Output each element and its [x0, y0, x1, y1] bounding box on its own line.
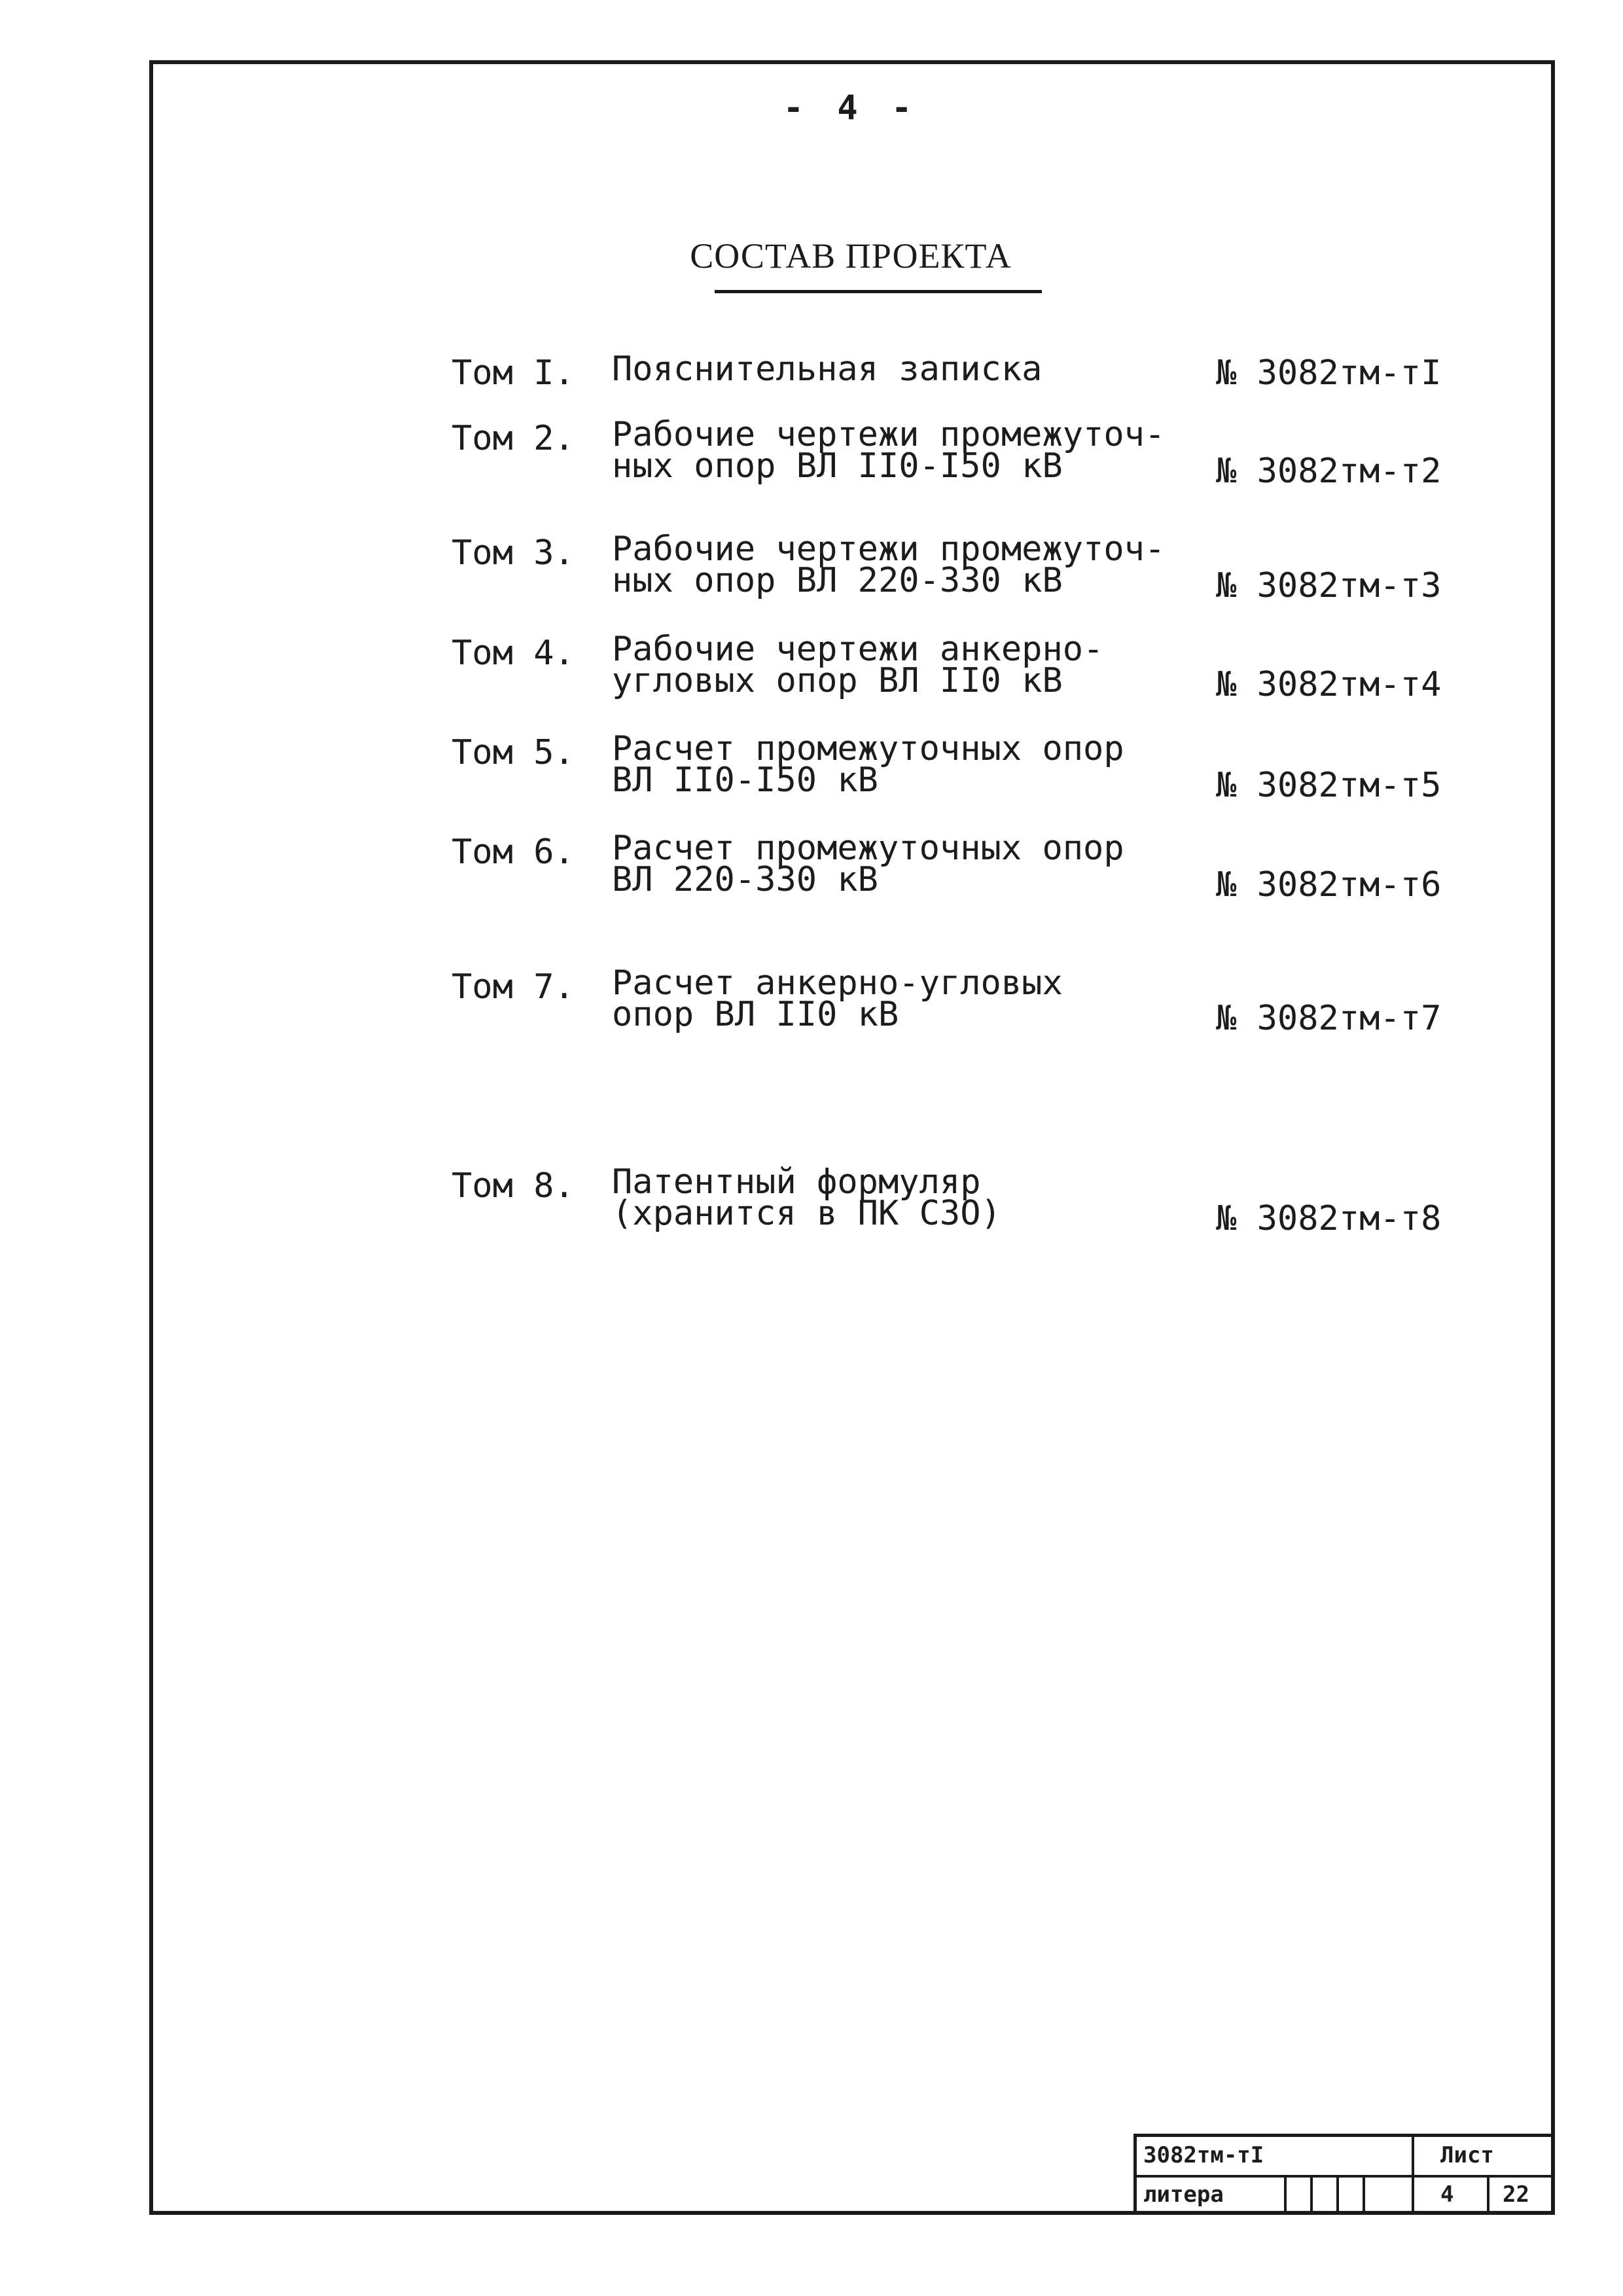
- volume-entry-5: [0, 729, 1623, 825]
- volume-entry-6: [0, 829, 1623, 924]
- title-block-stamp: [1133, 2134, 1555, 2215]
- volume-number: Том 4.: [452, 634, 575, 673]
- stamp-sheet-number: 4: [1412, 2176, 1487, 2214]
- volume-description-line: Расчет промежуточных опор: [612, 729, 1124, 768]
- volume-number: Том 7.: [452, 967, 575, 1007]
- volume-number: Том 6.: [452, 833, 575, 872]
- volume-code: № 3082тм-т8: [1216, 1199, 1442, 1238]
- volume-description-line: опор ВЛ II0 кВ: [612, 995, 899, 1034]
- volume-description: [612, 415, 1166, 486]
- volume-code: № 3082тм-т5: [1216, 766, 1442, 805]
- volume-number: Том 5.: [452, 733, 575, 772]
- stamp-row-top: [1137, 2137, 1555, 2178]
- volume-description-line: Расчет промежуточных опор: [612, 829, 1124, 868]
- volume-description: [612, 529, 1166, 600]
- volume-description-line: ных опор ВЛ 220-330 кВ: [612, 561, 1063, 600]
- volume-description-line: Патентный формуляр: [612, 1162, 981, 1202]
- stamp-litera-box: [1284, 2176, 1310, 2214]
- volume-number: Том I.: [452, 353, 575, 393]
- stamp-litera-label: литера: [1143, 2181, 1224, 2208]
- volume-code: № 3082тм-т2: [1216, 452, 1442, 491]
- volume-description-line: Расчет анкерно-угловых: [612, 963, 1063, 1003]
- volume-description-line: ВЛ 220-330 кВ: [612, 860, 878, 899]
- volume-description: [612, 630, 1104, 700]
- volume-description: [612, 350, 1043, 389]
- volume-description: [612, 729, 1124, 800]
- volume-number: Том 8.: [452, 1166, 575, 1206]
- document-title: СОСТАВ ПРОЕКТА: [690, 236, 1012, 276]
- volume-code: № 3082тм-т6: [1216, 865, 1442, 905]
- stamp-sheets-total: 22: [1487, 2176, 1558, 2214]
- volume-entry-3: [0, 529, 1623, 625]
- stamp-litera-box: [1336, 2176, 1363, 2214]
- volume-description-line: ных опор ВЛ II0-I50 кВ: [612, 446, 1063, 486]
- volume-code: № 3082тм-тI: [1216, 353, 1442, 393]
- stamp-row-bottom: [1137, 2176, 1555, 2214]
- stamp-sheet-label: Лист: [1412, 2137, 1558, 2175]
- stamp-litera-box: [1310, 2176, 1336, 2214]
- volume-description-line: Рабочие чертежи промежуточ-: [612, 415, 1166, 454]
- volume-entry-4: [0, 630, 1623, 725]
- volume-entry-7: [0, 963, 1623, 1059]
- volume-entry-2: [0, 415, 1623, 511]
- volume-description: [612, 1162, 1001, 1233]
- volume-description-line: Рабочие чертежи промежуточ-: [612, 529, 1166, 569]
- page-number: - 4 -: [783, 88, 919, 128]
- volume-number: Том 3.: [452, 533, 575, 573]
- volume-code: № 3082тм-т4: [1216, 665, 1442, 704]
- stamp-litera-box: [1363, 2176, 1412, 2214]
- volume-code: № 3082тм-т7: [1216, 999, 1442, 1038]
- volume-entry-8: [0, 1162, 1623, 1258]
- volume-number: Том 2.: [452, 419, 575, 458]
- volume-description: [612, 963, 1063, 1034]
- volume-description-line: ВЛ II0-I50 кВ: [612, 761, 878, 800]
- volume-description-line: (хранится в ПК СЗО): [612, 1194, 1001, 1233]
- title-underline: [715, 290, 1042, 293]
- volume-description-line: Рабочие чертежи анкерно-: [612, 630, 1104, 669]
- volume-description-line: Пояснительная записка: [612, 350, 1043, 389]
- stamp-doc-code: 3082тм-тI: [1143, 2142, 1264, 2168]
- volume-description: [612, 829, 1124, 899]
- volume-code: № 3082тм-т3: [1216, 566, 1442, 605]
- volume-description-line: угловых опор ВЛ II0 кВ: [612, 661, 1063, 700]
